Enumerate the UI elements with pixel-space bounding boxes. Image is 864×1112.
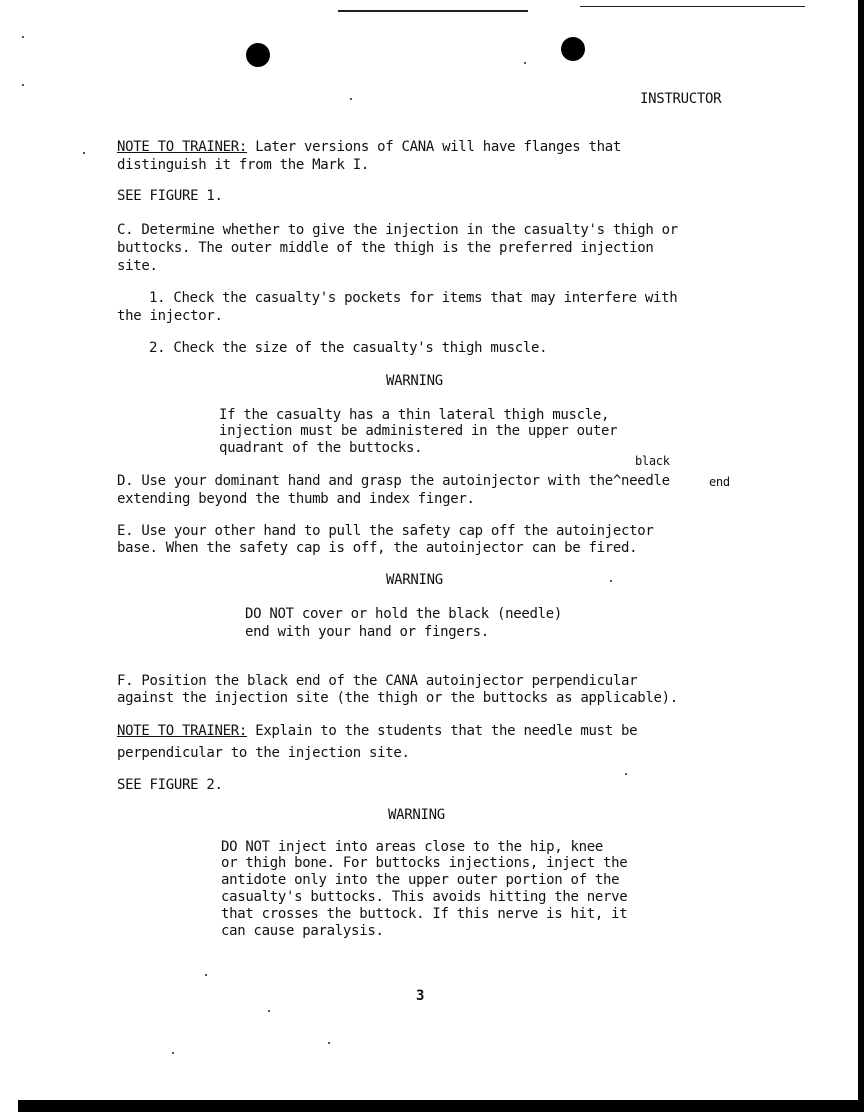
warning-1-line2: injection must be administered in the upper outer [219, 423, 618, 439]
note-text: Explain to the students that the needle must be [247, 723, 638, 739]
warning-1-line3: quadrant of the buttocks. [219, 440, 423, 456]
insert-caret: ^ [612, 473, 621, 489]
warning-2-line2: end with your hand or fingers. [245, 624, 489, 640]
scan-speck [350, 98, 352, 100]
warning-3-line6: can cause paralysis. [221, 923, 384, 939]
scan-speck [22, 84, 24, 86]
warning-title-3: WARNING [388, 807, 445, 823]
step-d-line1 [117, 473, 670, 489]
warning-3-line1: DO NOT inject into areas close to the hip, knee [221, 839, 604, 855]
step-c1-line1: 1. Check the casualty's pockets for items that may interfere with [149, 290, 678, 306]
step-c1-line2: the injector. [117, 308, 223, 324]
note-label: NOTE TO TRAINER: [117, 723, 248, 739]
step-f-line1: F. Position the black end of the CANA autoinjector perpendicular [117, 673, 638, 689]
warning-3-line2: or thigh bone. For buttocks injections, inject the [221, 855, 628, 871]
step-e-line1: E. Use your other hand to pull the safety cap off the autoinjector [117, 523, 654, 539]
step-c-line1: C. Determine whether to give the injection in the casualty's thigh or [117, 222, 678, 238]
step-d-line2: extending beyond the thumb and index finger. [117, 491, 475, 507]
scan-edge-bottom [18, 1100, 864, 1112]
scan-speck [172, 1052, 174, 1054]
step-c-line3: site. [117, 258, 158, 274]
step-d-text-needle: needle [621, 473, 670, 489]
page-number: 3 [416, 988, 425, 1004]
step-e-line2: base. When the safety cap is off, the autoinjector can be fired. [117, 540, 638, 556]
note-label: NOTE TO TRAINER: [117, 139, 248, 155]
handwritten-insert-end: end [709, 475, 730, 489]
warning-title-2: WARNING [386, 572, 443, 588]
warning-2-line1: DO NOT cover or hold the black (needle) [245, 606, 563, 622]
scan-speck [610, 580, 612, 582]
warning-3-line4: casualty's buttocks. This avoids hitting the nerve [221, 889, 628, 905]
warning-3-line3: antidote only into the upper outer portion of the [221, 872, 620, 888]
warning-1-line1: If the casualty has a thin lateral thigh muscle, [219, 407, 610, 423]
scan-speck [205, 974, 207, 976]
scan-speck [328, 1042, 330, 1044]
handwritten-insert-black: black [635, 454, 670, 468]
warning-title-1: WARNING [386, 373, 443, 389]
scan-speck [268, 1010, 270, 1012]
top-edge-line [338, 10, 528, 12]
scan-edge-right [858, 0, 864, 1102]
see-figure-1: SEE FIGURE 1. [117, 188, 223, 204]
scan-speck [625, 773, 627, 775]
note-to-trainer-1 [117, 139, 621, 155]
step-c2: 2. Check the size of the casualty's thigh muscle. [149, 340, 548, 356]
top-edge-line-right [580, 6, 805, 7]
scan-speck [524, 62, 526, 64]
warning-3-line5: that crosses the buttock. If this nerve is hit, it [221, 906, 628, 922]
step-f-line2: against the injection site (the thigh or the buttocks as applicable). [117, 690, 678, 706]
note-text: Later versions of CANA will have flanges that [247, 139, 621, 155]
scan-speck [83, 152, 85, 154]
instructor-header: INSTRUCTOR [640, 91, 722, 107]
punch-hole-left [246, 43, 270, 67]
scan-speck [22, 36, 24, 38]
punch-hole-right [561, 37, 585, 61]
step-c-line2: buttocks. The outer middle of the thigh is the preferred injection [117, 240, 654, 256]
note-to-trainer-2 [117, 723, 637, 739]
see-figure-2: SEE FIGURE 2. [117, 777, 223, 793]
note-to-trainer-1-line2: distinguish it from the Mark I. [117, 157, 369, 173]
note-to-trainer-2-line2: perpendicular to the injection site. [117, 745, 410, 761]
step-d-text: D. Use your dominant hand and grasp the autoinjector with the [117, 473, 613, 489]
